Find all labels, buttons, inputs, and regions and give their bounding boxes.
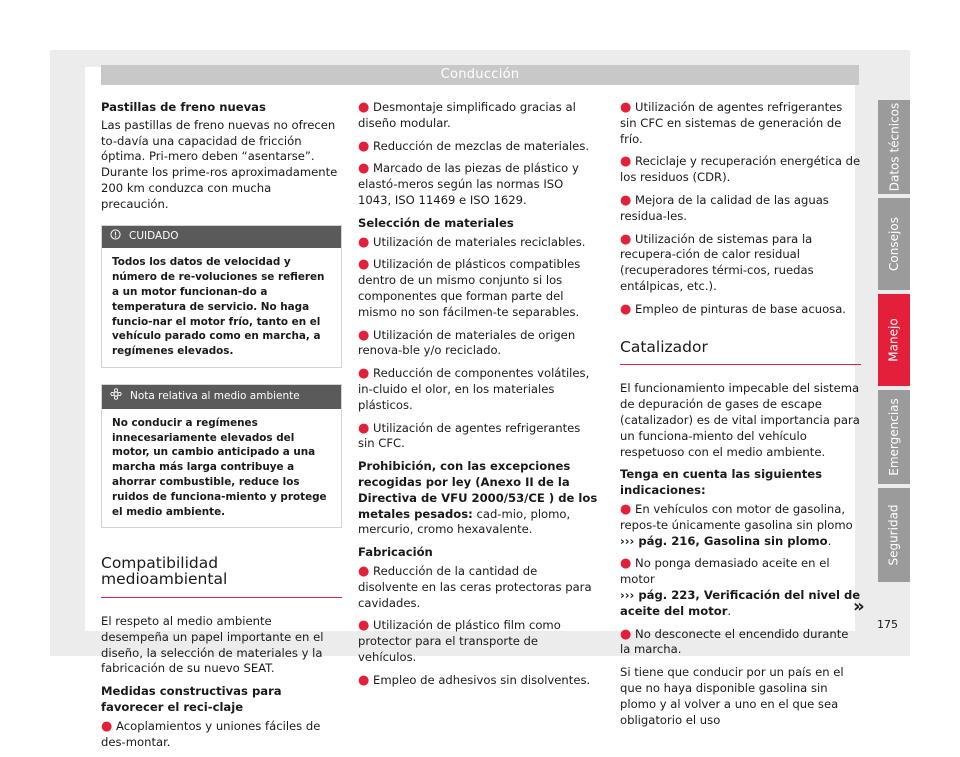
tab-seguridad[interactable]: Seguridad xyxy=(878,488,910,582)
paragraph-unleaded: Si tiene que conducir por un país en el que no haya disponible gasolina sin plomo y al volver a uno en el que sea obligatorio el uso xyxy=(620,665,844,727)
bullet-icon: ● xyxy=(358,234,370,250)
list-item: ● No desconecte el encendido durante la marcha. xyxy=(620,626,849,657)
environment-note-box xyxy=(101,384,342,528)
list-item: ● Reducción de la cantidad de disolvente en las ceras protectoras para cavidades. xyxy=(358,563,592,610)
bullet-icon: ● xyxy=(358,327,370,343)
heading-manufacturing: Fabricación xyxy=(358,545,433,560)
heading-materials: Selección de materiales xyxy=(358,215,514,230)
bullet-icon: ● xyxy=(358,100,370,115)
paragraph-catalyst: El funcionamiento impecable del sistema de depuración de gases de escape (catalizador) es de vital importancia para un funciona-miento del vehículo respetuoso con el medio ambiente. xyxy=(620,381,860,459)
list-item: ● Utilización de sistemas para la recupera-ción de calor residual (recuperadores térmi-cos, ruedas entálpicas, etc.). xyxy=(620,231,814,293)
list-item: ● Utilización de materiales de origen renova-ble y/o reciclado. xyxy=(358,327,576,358)
bullet-icon: ● xyxy=(620,154,632,170)
page-reference-link[interactable]: ››› pág. 223, Verificación del nivel de aceite del motor xyxy=(620,587,861,618)
list-item: ● Utilización de materiales reciclables. xyxy=(358,234,586,250)
bullet-icon: ● xyxy=(620,501,632,517)
bullet-icon: ● xyxy=(358,618,370,634)
continue-mark: » xyxy=(853,596,865,617)
warning-icon xyxy=(110,229,121,246)
heading-brake-pads: Pastillas de freno nuevas xyxy=(101,100,266,114)
list-item: ● Marcado de las piezas de plástico y elastó-meros según las normas ISO 1043, ISO 11469 e ISO 1629. xyxy=(358,161,579,207)
environment-note-title: Nota relativa al medio ambiente xyxy=(130,389,300,402)
page-header: Conducción xyxy=(101,65,859,85)
tab-manejo[interactable]: Manejo xyxy=(878,294,910,386)
bullet-icon: ● xyxy=(620,626,632,642)
section-title-environment: Compatibilidad medioambiental xyxy=(101,556,342,598)
page-reference-link[interactable]: ››› pág. 216, Gasolina sin plomo xyxy=(620,533,828,548)
list-item: ● Utilización de plásticos compatibles dentro de un mismo conjunto si los componentes que forman parte del mismo no son fácilmen-te separables. xyxy=(358,257,581,319)
paragraph-brake-pads: Las pastillas de freno nuevas no ofrecen to-davía una capacidad de fricción óptima. Pri-mero deben “asentarse”. Durante los prime-ros aproximadamente 200 km conduzca con mucha precaución. xyxy=(101,117,338,211)
list-item: ● En vehículos con motor de gasolina, repos-te únicamente gasolina sin plomo ››› pág. 216, Gasolina sin plomo. xyxy=(620,501,853,548)
bullet-icon: ● xyxy=(101,718,113,734)
section-title-catalyst: Catalizador xyxy=(620,340,861,366)
paragraph-environment: El respeto al medio ambiente desempeña un papel importante en el diseño, la selección de materiales y la fabricación de su nuevo SEAT. xyxy=(101,613,324,676)
bullet-icon: ● xyxy=(620,301,632,317)
column-1 xyxy=(101,100,342,757)
column-2 xyxy=(358,100,599,696)
list-item: ● Utilización de plástico film como protector para el transporte de vehículos. xyxy=(358,618,561,664)
caution-text: Todos los datos de velocidad y número de re-voluciones se refieren a un motor funcionan-do a temperatura de servicio. No haga funcio-nar el motor frío, tanto en el vehículo parado como en marcha, a regímenes elevados. xyxy=(112,256,325,358)
bullet-icon: ● xyxy=(358,161,370,177)
bullet-icon: ● xyxy=(358,138,370,154)
bullet-icon: ● xyxy=(620,556,632,572)
list-item: ● Reducción de componentes volátiles, in-cluido el olor, en los materiales plásticos. xyxy=(358,366,590,412)
caution-box xyxy=(101,225,342,368)
page-number: 175 xyxy=(877,618,898,631)
environment-note-text: No conducir a regímenes innecesariamente elevados del motor, un cambio anticipado a una marcha más larga contribuye a ahorrar combustible, reduce los ruidos de funciona-miento y protege el medio ambiente. xyxy=(112,416,327,518)
bullet-icon: ● xyxy=(620,100,632,115)
tab-emergencias[interactable]: Emergencias xyxy=(878,390,910,484)
bullet-icon: ● xyxy=(358,366,370,382)
list-item: ● Desmontaje simplificado gracias al diseño modular. xyxy=(358,100,576,130)
list-item: ● Empleo de pinturas de base acuosa. xyxy=(620,301,846,317)
caution-title: CUIDADO xyxy=(129,230,179,243)
paragraph-heavy-metals: Prohibición, con las excepciones recogidas por ley (Anexo II de la Directiva de VFU 2000/53/CE ) de los metales pesados: cad-mio, plomo, mercurio, cromo hexavalente. xyxy=(358,459,598,537)
leaf-icon xyxy=(110,388,122,406)
bullet-icon: ● xyxy=(358,420,370,436)
list-item: ● Empleo de adhesivos sin disolventes. xyxy=(358,672,591,688)
bullet-icon: ● xyxy=(358,672,370,688)
list-item: ● Reducción de mezclas de materiales. xyxy=(358,138,590,154)
heading-indications: Tenga en cuenta las siguientes indicaciones: xyxy=(620,467,823,498)
list-item: ● Utilización de agentes refrigerantes sin CFC en sistemas de generación de frío. xyxy=(620,100,843,146)
bullet-icon: ● xyxy=(358,257,370,273)
tab-consejos[interactable]: Consejos xyxy=(878,198,910,290)
column-3 xyxy=(620,100,861,735)
heading-recycling: Medidas constructivas para favorecer el reci-claje xyxy=(101,684,282,714)
bullet-icon: ● xyxy=(620,192,632,208)
list-item: ● Reciclaje y recuperación energética de los residuos (CDR). xyxy=(620,154,861,185)
list-item: ● Mejora de la calidad de las aguas residua-les. xyxy=(620,192,829,223)
tab-datos-tecnicos[interactable]: Datos técnicos xyxy=(878,100,910,194)
bullet-icon: ● xyxy=(358,563,370,579)
list-item: ● Acoplamientos y uniones fáciles de des-montar. xyxy=(101,718,321,749)
list-item: ● No ponga demasiado aceite en el motor ››› pág. 223, Verificación del nivel de aceite del motor. xyxy=(620,556,861,618)
bullet-icon: ● xyxy=(620,231,632,247)
list-item: ● Utilización de agentes refrigerantes sin CFC. xyxy=(358,420,581,451)
